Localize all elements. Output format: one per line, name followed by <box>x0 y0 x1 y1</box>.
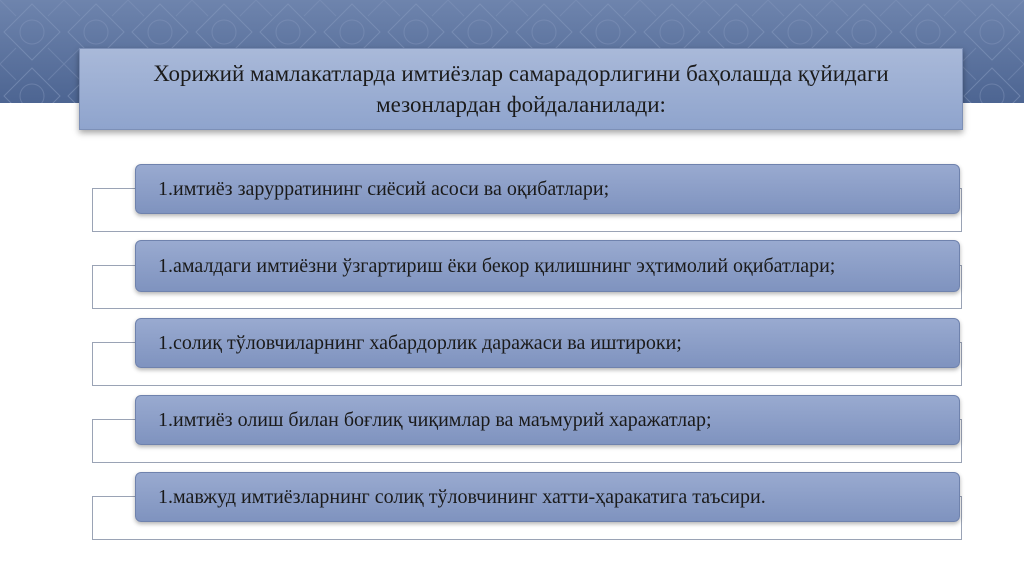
criterion-box-3 <box>135 318 960 368</box>
page-title: Хорижий мамлакатларда имтиёзлар самарадорлигини баҳолашда қуйидаги мезонлардан фойдаланилади: <box>153 61 889 117</box>
criterion-text-1: 1.имтиёз зарурратининг сиёсий асоси ва оқибатлари; <box>158 177 610 200</box>
criterion-box-5 <box>135 472 960 522</box>
criterion-box-2 <box>135 240 960 292</box>
criterion-text-2: 1.амалдаги имтиёзни ўзгартириш ёки бекор қилишнинг эҳтимолий оқибатлари; <box>158 254 836 277</box>
criterion-text-5: 1.мавжуд имтиёзларнинг солиқ тўловчининг хатти-ҳаракатига таъсири. <box>158 485 766 508</box>
criterion-box-1 <box>135 164 960 214</box>
criterion-text-4: 1.имтиёз олиш билан боғлиқ чиқимлар ва маъмурий харажатлар; <box>158 408 712 431</box>
title-box <box>79 48 963 130</box>
criterion-box-4 <box>135 395 960 445</box>
criterion-text-3: 1.солиқ тўловчиларнинг хабардорлик даражаси ва иштироки; <box>158 331 682 354</box>
